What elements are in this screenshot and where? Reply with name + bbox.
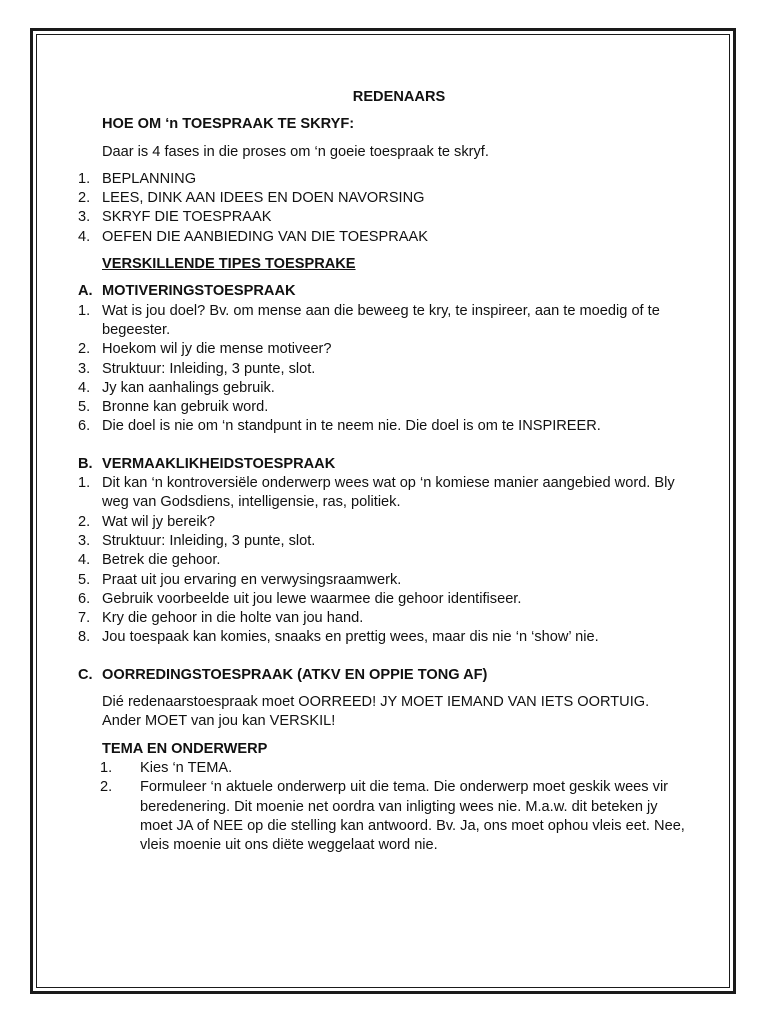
list-number: 2. bbox=[78, 513, 91, 530]
section-title: OORREDINGSTOESPRAAK (ATKV EN OPPIE TONG AF) bbox=[102, 666, 488, 683]
list-number: 6. bbox=[78, 590, 91, 607]
list-item bbox=[78, 628, 688, 647]
section-c-heading bbox=[78, 666, 688, 685]
section-title: VERMAAKLIKHEIDSTOESPRAAK bbox=[102, 455, 336, 472]
list-item bbox=[78, 189, 688, 208]
theme-heading: TEMA EN ONDERWERP bbox=[102, 740, 268, 757]
list-text: SKRYF DIE TOESPRAAK bbox=[102, 209, 272, 226]
list-item bbox=[78, 340, 688, 359]
section-b bbox=[78, 455, 688, 648]
list-text: Kry die gehoor in die holte van jou hand. bbox=[102, 610, 364, 627]
document-page bbox=[78, 88, 688, 855]
list-text: Struktuur: Inleiding, 3 punte, slot. bbox=[102, 532, 316, 549]
list-number: 5. bbox=[78, 571, 91, 588]
list-item bbox=[78, 571, 688, 590]
theme-list bbox=[78, 759, 688, 855]
list-item bbox=[78, 532, 688, 551]
list-text: LEES, DINK AAN IDEES EN DOEN NAVORSING bbox=[102, 190, 425, 207]
list-text: Bronne kan gebruik word. bbox=[102, 399, 269, 416]
list-text: Betrek die gehoor. bbox=[102, 552, 221, 569]
list-number: 1. bbox=[78, 475, 91, 492]
list-text: Dit kan ‘n kontroversiële onderwerp wees wat op ‘n komiese manier aangebied word. Bly weg van Godsdiens, intelligensie, ras, politiek. bbox=[102, 475, 675, 511]
list-number: 4. bbox=[78, 379, 91, 396]
list-item bbox=[78, 759, 688, 778]
list-number: 7. bbox=[78, 610, 91, 627]
list-text: Hoekom wil jy die mense motiveer? bbox=[102, 341, 332, 358]
list-text: Praat uit jou ervaring en verwysingsraamwerk. bbox=[102, 571, 402, 588]
list-item bbox=[78, 590, 688, 609]
list-item bbox=[78, 551, 688, 570]
list-item bbox=[78, 474, 688, 513]
section-a bbox=[78, 282, 688, 436]
list-item bbox=[78, 398, 688, 417]
types-heading: VERSKILLENDE TIPES TOESPRAKE bbox=[102, 256, 356, 273]
list-item bbox=[78, 228, 688, 247]
list-text: Die doel is nie om ‘n standpunt in te neem nie. Die doel is om te INSPIREER. bbox=[102, 418, 601, 435]
list-number: 3. bbox=[78, 209, 91, 226]
list-text: Kies ‘n TEMA. bbox=[140, 759, 233, 776]
list-text: OEFEN DIE AANBIEDING VAN DIE TOESPRAAK bbox=[102, 228, 429, 245]
list-text: Wat wil jy bereik? bbox=[102, 513, 215, 530]
list-number: 1. bbox=[78, 170, 91, 187]
section-c-body: Dié redenaarstoespraak moet OORREED! JY MOET IEMAND VAN IETS OORTUIG. Ander MOET van jou kan VERSKIL! bbox=[102, 694, 650, 730]
list-item bbox=[78, 302, 688, 341]
list-number: 1. bbox=[78, 302, 91, 319]
list-text: Formuleer ‘n aktuele onderwerp uit die tema. Die onderwerp moet geskik wees vir beredenering. Dit moenie net oordra van inligting wees nie. M.a.w. dit beteken jy moet JA of NEE op die stelling kan antwoord. Bv. Ja, ons moet ophou vleis eet. Nee, vleis moenie uit ons diëte weggelaat word nie. bbox=[140, 779, 685, 854]
section-letter: A. bbox=[78, 283, 93, 300]
main-heading: HOE OM ‘n TOESPRAAK TE SKRYF: bbox=[102, 116, 355, 133]
list-item bbox=[78, 417, 688, 436]
list-number: 2. bbox=[78, 341, 91, 358]
list-item bbox=[78, 360, 688, 379]
list-item bbox=[78, 379, 688, 398]
list-item bbox=[78, 609, 688, 628]
list-text: Struktuur: Inleiding, 3 punte, slot. bbox=[102, 360, 316, 377]
intro-text: Daar is 4 fases in die proses om ‘n goeie toespraak te skryf. bbox=[102, 143, 489, 160]
list-text: BEPLANNING bbox=[102, 170, 197, 187]
list-text: Wat is jou doel? Bv. om mense aan die beweeg te kry, te inspireer, aan te moedig of te begeester. bbox=[102, 302, 660, 338]
list-text: Gebruik voorbeelde uit jou lewe waarmee die gehoor identifiseer. bbox=[102, 590, 522, 607]
list-number: 4. bbox=[78, 552, 91, 569]
section-b-heading bbox=[78, 455, 688, 474]
list-item bbox=[78, 208, 688, 227]
section-c bbox=[78, 666, 688, 685]
section-letter: B. bbox=[78, 455, 93, 472]
list-item bbox=[78, 513, 688, 532]
list-number: 3. bbox=[78, 360, 91, 377]
list-number: 4. bbox=[78, 228, 91, 245]
list-number: 8. bbox=[78, 629, 91, 646]
phases-list bbox=[78, 170, 688, 247]
list-text: Jy kan aanhalings gebruik. bbox=[102, 379, 275, 396]
list-item bbox=[78, 778, 688, 855]
list-number: 6. bbox=[78, 418, 91, 435]
list-number: 2. bbox=[100, 779, 113, 796]
list-item bbox=[78, 170, 688, 189]
list-number: 3. bbox=[78, 532, 91, 549]
list-number: 1. bbox=[100, 759, 113, 776]
section-a-heading bbox=[78, 282, 688, 301]
list-number: 2. bbox=[78, 190, 91, 207]
list-number: 5. bbox=[78, 399, 91, 416]
section-letter: C. bbox=[78, 666, 93, 683]
list-text: Jou toespaak kan komies, snaaks en prettig wees, maar dis nie ‘n ‘show’ nie. bbox=[102, 629, 599, 646]
section-title: MOTIVERINGSTOESPRAAK bbox=[102, 283, 296, 300]
document-title: REDENAARS bbox=[352, 89, 446, 105]
